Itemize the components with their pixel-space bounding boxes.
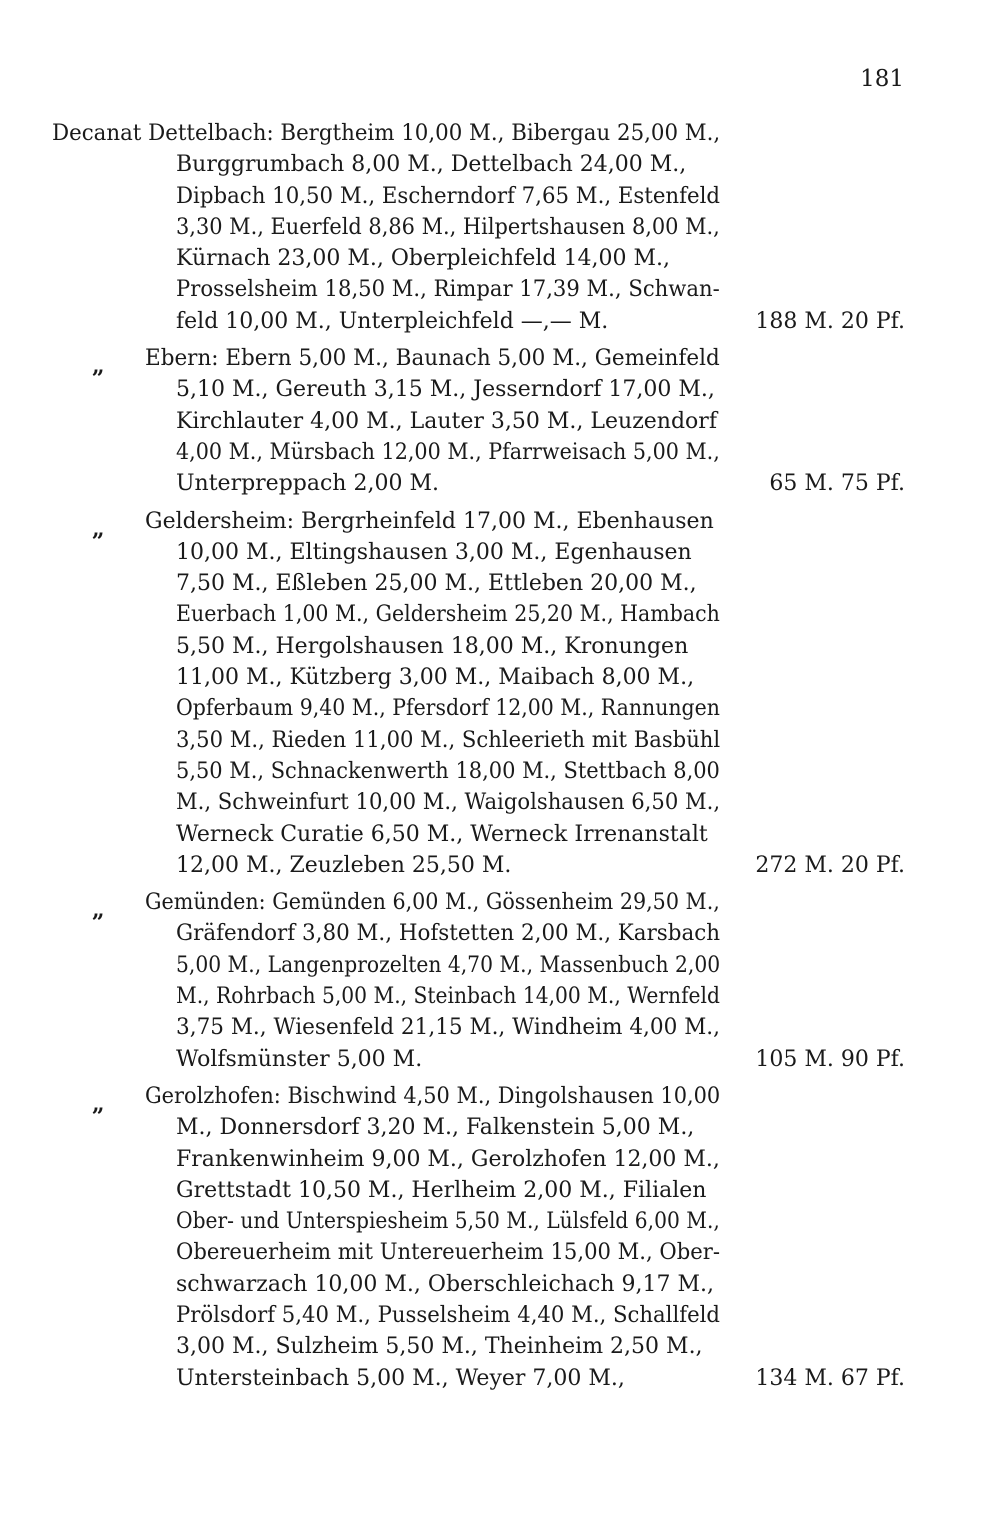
entry-line: Gräfendorf 3,80 M., Hofstetten 2,00 M., Karsbach bbox=[176, 921, 721, 947]
deanery-entry-gemuenden bbox=[0, 887, 1000, 1075]
entry-line: Grettstadt 10,50 M., Herlheim 2,00 M., Filialen bbox=[176, 1177, 707, 1203]
entry-line: Burggrumbach 8,00 M., Dettelbach 24,00 M., bbox=[176, 152, 687, 178]
entry-line: Kürnach 23,00 M., Oberpleichfeld 14,00 M., bbox=[176, 246, 670, 272]
entry-line: Wolfsmünster 5,00 M. bbox=[176, 1046, 423, 1072]
ditto-mark: „ bbox=[92, 515, 105, 542]
entry-line: Dipbach 10,50 M., Escherndorf 7,65 M., Estenfeld bbox=[176, 183, 721, 209]
entry-total: 105 M. 90 Pf. bbox=[755, 1046, 905, 1072]
entry-total: 272 M. 20 Pf. bbox=[755, 852, 905, 878]
entry-line: schwarzach 10,00 M., Oberschleichach 9,17 M., bbox=[176, 1271, 715, 1297]
entry-line: Ober- und Unterspiesheim 5,50 M., Lülsfeld 6,00 M., bbox=[176, 1209, 720, 1235]
ditto-mark: „ bbox=[92, 353, 105, 380]
entry-line: 3,75 M., Wiesenfeld 21,15 M., Windheim 4,00 M., bbox=[176, 1015, 720, 1041]
entry-line: Decanat Dettelbach: Bergtheim 10,00 M., Bibergau 25,00 M., bbox=[52, 121, 721, 146]
entry-line: Obereuerheim mit Untereuerheim 15,00 M., Ober- bbox=[176, 1240, 720, 1266]
entry-line: M., Rohrbach 5,00 M., Steinbach 14,00 M., Wernfeld bbox=[176, 984, 720, 1010]
entry-line: feld 10,00 M., Unterpleichfeld —,— M. bbox=[176, 308, 609, 334]
entry-line: 7,50 M., Eßleben 25,00 M., Ettleben 20,00 M., bbox=[176, 571, 697, 597]
entry-line: Werneck Curatie 6,50 M., Werneck Irrenanstalt bbox=[176, 821, 708, 847]
entry-line: 5,10 M., Gereuth 3,15 M., Jesserndorf 17,00 M., bbox=[176, 377, 715, 403]
deanery-entry-geldersheim bbox=[0, 506, 1000, 882]
entry-line: Untersteinbach 5,00 M., Weyer 7,00 M., bbox=[176, 1365, 625, 1391]
entry-total: 188 M. 20 Pf. bbox=[755, 308, 905, 334]
entry-line: 3,50 M., Rieden 11,00 M., Schleerieth mit Basbühl bbox=[176, 727, 721, 753]
entry-line: 5,50 M., Schnackenwerth 18,00 M., Stettbach 8,00 bbox=[176, 758, 720, 784]
entry-total: 65 M. 75 Pf. bbox=[769, 471, 905, 497]
entry-line: 11,00 M., Kützberg 3,00 M., Maibach 8,00 M., bbox=[176, 665, 695, 691]
entry-line: 3,00 M., Sulzheim 5,50 M., Theinheim 2,50 M., bbox=[176, 1334, 703, 1360]
entry-line: Prosselsheim 18,50 M., Rimpar 17,39 M., Schwan- bbox=[176, 277, 720, 303]
entry-line: 3,30 M., Euerfeld 8,86 M., Hilpertshausen 8,00 M., bbox=[176, 214, 720, 240]
page-number: 181 bbox=[860, 66, 904, 92]
entry-line: Unterpreppach 2,00 M. bbox=[176, 471, 439, 497]
entry-line: 5,50 M., Hergolshausen 18,00 M., Kronungen bbox=[176, 633, 689, 659]
entry-line: 5,00 M., Langenprozelten 4,70 M., Massenbuch 2,00 bbox=[176, 952, 721, 978]
entry-line: 10,00 M., Eltingshausen 3,00 M., Egenhausen bbox=[176, 539, 692, 565]
deanery-entry-ebern bbox=[0, 343, 1000, 499]
entry-line: Opferbaum 9,40 M., Pfersdorf 12,00 M., Rannungen bbox=[176, 696, 720, 722]
entry-line: Geldersheim: Bergrheinfeld 17,00 M., Ebenhausen bbox=[145, 508, 714, 534]
deanery-entry-gerolzhofen bbox=[0, 1081, 1000, 1394]
entry-line: 12,00 M., Zeuzleben 25,50 M. bbox=[176, 852, 512, 878]
ditto-mark: „ bbox=[92, 897, 105, 924]
entry-line: Kirchlauter 4,00 M., Lauter 3,50 M., Leuzendorf bbox=[176, 408, 717, 434]
entry-line: Ebern: Ebern 5,00 M., Baunach 5,00 M., Gemeinfeld bbox=[145, 346, 720, 372]
entry-line: Euerbach 1,00 M., Geldersheim 25,20 M., Hambach bbox=[176, 602, 720, 628]
entry-line: Prölsdorf 5,40 M., Pusselsheim 4,40 M., Schallfeld bbox=[176, 1302, 720, 1328]
entry-total: 134 M. 67 Pf. bbox=[755, 1365, 905, 1391]
entry-line: Gerolzhofen: Bischwind 4,50 M., Dingolshausen 10,00 bbox=[145, 1083, 721, 1109]
entry-line: M., Donnersdorf 3,20 M., Falkenstein 5,00 M., bbox=[176, 1115, 695, 1141]
ditto-mark: „ bbox=[92, 1090, 105, 1117]
entry-line: 4,00 M., Mürsbach 12,00 M., Pfarrweisach 5,00 M., bbox=[176, 439, 720, 465]
entry-line: Gemünden: Gemünden 6,00 M., Gössenheim 29,50 M., bbox=[145, 890, 720, 916]
entry-line: Frankenwinheim 9,00 M., Gerolzhofen 12,00 M., bbox=[176, 1146, 720, 1172]
entry-line: M., Schweinfurt 10,00 M., Waigolshausen 6,50 M., bbox=[176, 790, 721, 816]
deanery-list bbox=[0, 118, 1000, 1400]
deanery-entry-dettelbach bbox=[0, 118, 1000, 337]
